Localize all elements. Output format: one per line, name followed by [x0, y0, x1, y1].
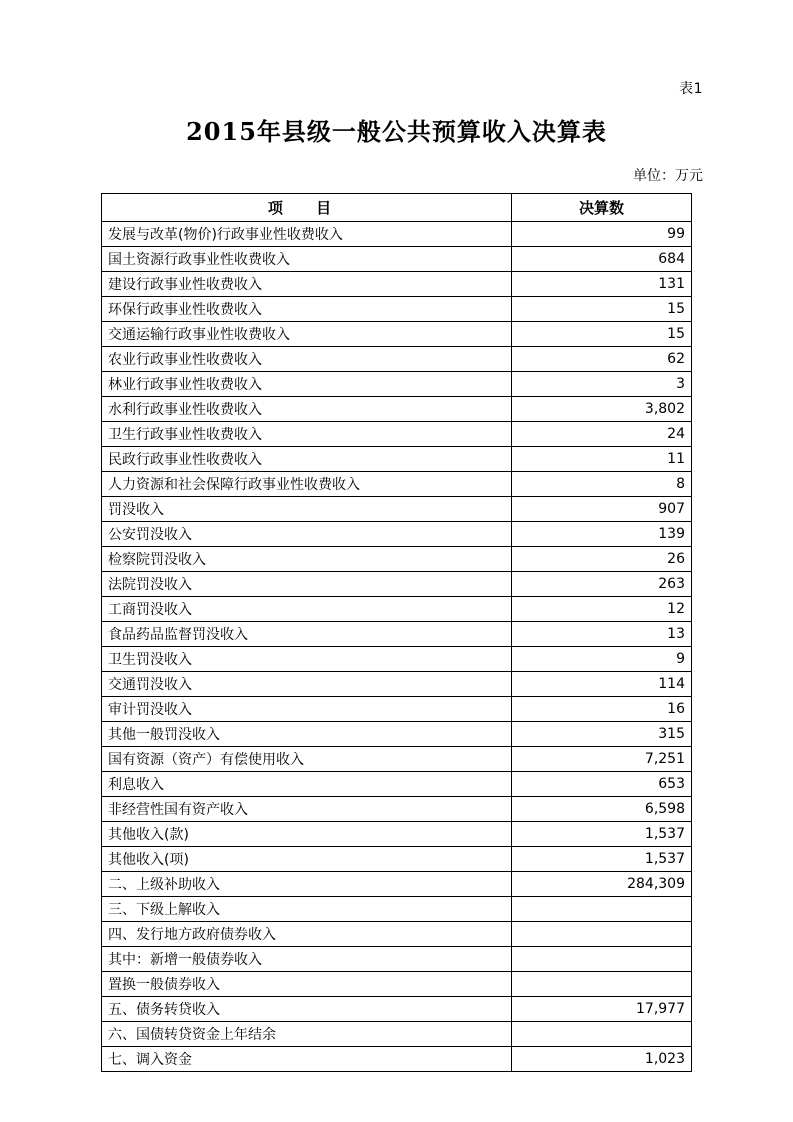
row-amount-value: 653: [512, 772, 692, 797]
table-row: [102, 847, 692, 872]
row-item-label: 利息收入: [102, 772, 512, 797]
row-amount-value: 114: [512, 672, 692, 697]
row-amount-value: 131: [512, 272, 692, 297]
row-amount-value: 6,598: [512, 797, 692, 822]
row-item-label: 林业行政事业性收费收入: [102, 372, 512, 397]
row-item-label: 审计罚没收入: [102, 697, 512, 722]
table-row: [102, 272, 692, 297]
row-item-label: 三、下级上解收入: [102, 897, 512, 922]
row-amount-value: 62: [512, 347, 692, 372]
table-row: [102, 297, 692, 322]
row-amount-value: 1,537: [512, 822, 692, 847]
table-row: [102, 947, 692, 972]
row-amount-value: 15: [512, 297, 692, 322]
budget-revenue-table: [101, 193, 692, 1072]
row-item-label: 其他一般罚没收入: [102, 722, 512, 747]
row-amount-value: 684: [512, 247, 692, 272]
row-item-label: 民政行政事业性收费收入: [102, 447, 512, 472]
row-item-label: 人力资源和社会保障行政事业性收费收入: [102, 472, 512, 497]
row-item-label: 工商罚没收入: [102, 597, 512, 622]
table-row: [102, 422, 692, 447]
table-row: [102, 697, 692, 722]
row-amount-value: 3,802: [512, 397, 692, 422]
row-amount-value: 13: [512, 622, 692, 647]
row-item-label: 国土资源行政事业性收费收入: [102, 247, 512, 272]
table-row: [102, 897, 692, 922]
row-amount-value: [512, 1022, 692, 1047]
row-item-label: 交通运输行政事业性收费收入: [102, 322, 512, 347]
row-amount-value: 7,251: [512, 747, 692, 772]
row-amount-value: 907: [512, 497, 692, 522]
row-item-label: 七、调入资金: [102, 1047, 512, 1072]
row-item-label: 国有资源（资产）有偿使用收入: [102, 747, 512, 772]
row-item-label: 检察院罚没收入: [102, 547, 512, 572]
row-amount-value: 1,023: [512, 1047, 692, 1072]
table-row: [102, 497, 692, 522]
table-body: [102, 222, 692, 1072]
table-header: [102, 194, 692, 222]
row-amount-value: 99: [512, 222, 692, 247]
table-row: [102, 472, 692, 497]
row-item-label: 六、国债转贷资金上年结余: [102, 1022, 512, 1047]
table-row: [102, 922, 692, 947]
row-item-label: 四、发行地方政府债券收入: [102, 922, 512, 947]
table-row: [102, 347, 692, 372]
row-amount-value: 26: [512, 547, 692, 572]
table-row: [102, 647, 692, 672]
table-row: [102, 1022, 692, 1047]
row-item-label: 发展与改革(物价)行政事业性收费收入: [102, 222, 512, 247]
table-row: [102, 872, 692, 897]
row-item-label: 非经营性国有资产收入: [102, 797, 512, 822]
row-item-label: 食品药品监督罚没收入: [102, 622, 512, 647]
row-item-label: 其他收入(款): [102, 822, 512, 847]
row-amount-value: 15: [512, 322, 692, 347]
table-row: [102, 772, 692, 797]
table-row: [102, 747, 692, 772]
column-header-item: 项 目: [102, 194, 512, 222]
table-row: [102, 572, 692, 597]
table-row: [102, 322, 692, 347]
row-amount-value: 11: [512, 447, 692, 472]
table-row: [102, 522, 692, 547]
row-amount-value: 3: [512, 372, 692, 397]
row-item-label: 卫生罚没收入: [102, 647, 512, 672]
table-row: [102, 597, 692, 622]
table-row: [102, 397, 692, 422]
table-row: [102, 547, 692, 572]
row-amount-value: 8: [512, 472, 692, 497]
table-row: [102, 622, 692, 647]
table-row: [102, 997, 692, 1022]
row-amount-value: [512, 947, 692, 972]
row-item-label: 农业行政事业性收费收入: [102, 347, 512, 372]
row-item-label: 罚没收入: [102, 497, 512, 522]
row-item-label: 公安罚没收入: [102, 522, 512, 547]
row-amount-value: 263: [512, 572, 692, 597]
row-amount-value: 315: [512, 722, 692, 747]
row-amount-value: 1,537: [512, 847, 692, 872]
table-header-row: [102, 194, 692, 222]
row-amount-value: 24: [512, 422, 692, 447]
row-item-label: 其中：新增一般债券收入: [102, 947, 512, 972]
row-amount-value: [512, 897, 692, 922]
table-row: [102, 222, 692, 247]
page-title: 2015年县级一般公共预算收入决算表: [186, 117, 607, 146]
row-amount-value: 17,977: [512, 997, 692, 1022]
column-header-amount: 决算数: [512, 194, 692, 222]
row-amount-value: 284,309: [512, 872, 692, 897]
table-row: [102, 1047, 692, 1072]
table-row: [102, 822, 692, 847]
row-item-label: 五、债务转贷收入: [102, 997, 512, 1022]
row-amount-value: 9: [512, 647, 692, 672]
row-item-label: 环保行政事业性收费收入: [102, 297, 512, 322]
row-item-label: 二、上级补助收入: [102, 872, 512, 897]
table-row: [102, 372, 692, 397]
table-row: [102, 672, 692, 697]
row-item-label: 置换一般债券收入: [102, 972, 512, 997]
row-amount-value: 139: [512, 522, 692, 547]
unit-note: 单位：万元: [633, 168, 703, 184]
table-row: [102, 447, 692, 472]
row-item-label: 建设行政事业性收费收入: [102, 272, 512, 297]
table-row: [102, 247, 692, 272]
table-row: [102, 722, 692, 747]
table-row: [102, 797, 692, 822]
row-amount-value: [512, 972, 692, 997]
row-item-label: 法院罚没收入: [102, 572, 512, 597]
row-item-label: 其他收入(项): [102, 847, 512, 872]
table-number: 表1: [679, 81, 703, 97]
row-item-label: 水利行政事业性收费收入: [102, 397, 512, 422]
row-amount-value: [512, 922, 692, 947]
row-item-label: 交通罚没收入: [102, 672, 512, 697]
row-item-label: 卫生行政事业性收费收入: [102, 422, 512, 447]
row-amount-value: 16: [512, 697, 692, 722]
table-row: [102, 972, 692, 997]
row-amount-value: 12: [512, 597, 692, 622]
